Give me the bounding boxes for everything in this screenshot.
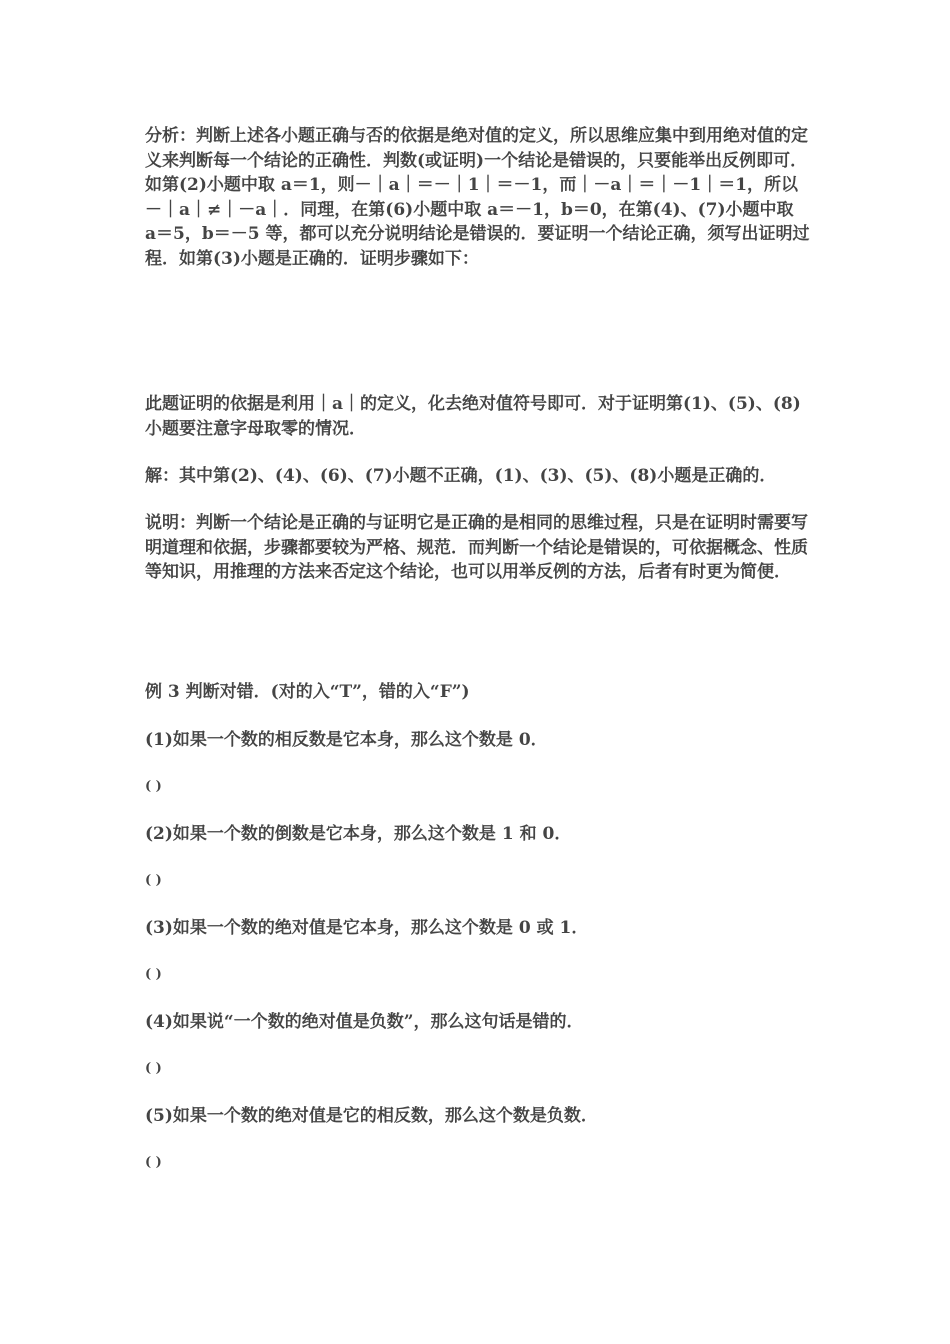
answer-blank-2: ( ) [145, 873, 162, 888]
answer-blank-4: ( ) [145, 1061, 162, 1076]
answer-blank-3: ( ) [145, 967, 162, 982]
example3-item-5: (5)如果一个数的绝对值是它的相反数，那么这个数是负数． [145, 1106, 598, 1126]
solution-paragraph: 解：其中第(2)、(4)、(6)、(7)小题不正确，(1)、(3)、(5)、(8)小题是正确的． [145, 466, 777, 486]
analysis-paragraph: 分析：判断上述各小题正确与否的依据是绝对值的定义，所以思维应集中到用绝对值的定义来判断每一个结论的正确性．判数(或证明)一个结论是错误的，只要能举出反例即可．如第(2)小题中取 a＝1，则－｜a｜＝－｜1｜＝－1，而｜－a｜＝｜－1｜＝1，所以－｜a｜≠｜－a｜．同理，在第(6)小题中取 a＝－1，b＝0，在第(4)、(7)小题中取 a＝5，b＝－5 等，都可以充分说明结论是错误的．要证明一个结论正确，须写出证明过程．如第(3)小题是正确的．证明步骤如下： [145, 126, 810, 269]
example3-item-4: (4)如果说“一个数的绝对值是负数”，那么这句话是错的． [145, 1012, 584, 1032]
example3-title: 例 3 判断对错．(对的入“T”，错的入“F”) [145, 682, 470, 702]
proof-basis-paragraph: 此题证明的依据是利用｜a｜的定义，化去绝对值符号即可．对于证明第(1)、(5)、(8)小题要注意字母取零的情况． [145, 394, 801, 439]
example3-item-3: (3)如果一个数的绝对值是它本身，那么这个数是 0 或 1． [145, 918, 589, 938]
answer-blank-5: ( ) [145, 1155, 162, 1170]
example3-item-1: (1)如果一个数的相反数是它本身，那么这个数是 0． [145, 730, 548, 750]
example3-item-2: (2)如果一个数的倒数是它本身，那么这个数是 1 和 0． [145, 824, 572, 844]
answer-blank-1: ( ) [145, 779, 162, 794]
explanation-paragraph: 说明：判断一个结论是正确的与证明它是正确的是相同的思维过程，只是在证明时需要写明道理和依据，步骤都要较为严格、规范．而判断一个结论是错误的，可依据概念、性质等知识，用推理的方法来否定这个结论，也可以用举反例的方法，后者有时更为简便． [145, 513, 808, 582]
